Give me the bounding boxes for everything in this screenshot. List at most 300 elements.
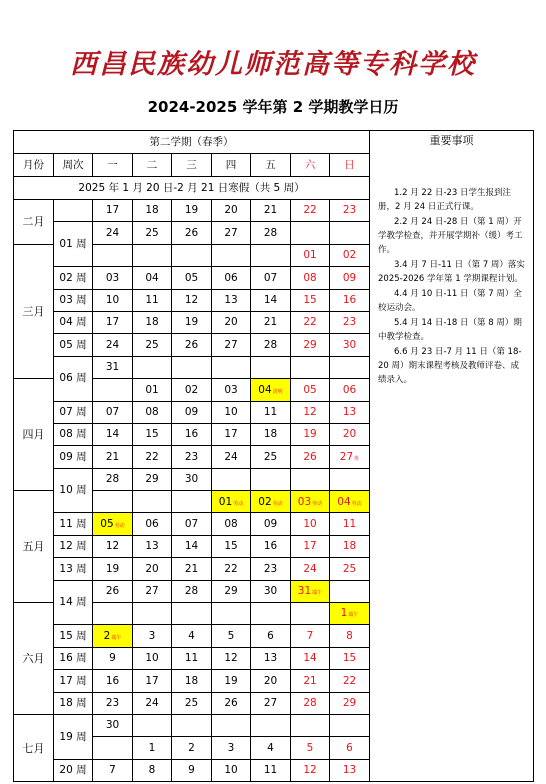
week-label: 14 周 xyxy=(54,580,93,625)
day-number: 27 xyxy=(224,226,238,239)
week-label: 12 周 xyxy=(54,535,93,557)
day-number: 04 xyxy=(337,495,351,508)
day-cell xyxy=(172,446,212,468)
school-name: 西昌民族幼儿师范高等专科学校 xyxy=(70,49,476,80)
day-cell xyxy=(330,759,370,781)
day-cell xyxy=(212,692,251,714)
day-number: 01 xyxy=(218,495,233,508)
day-note: 劳动 xyxy=(233,500,244,507)
day-number: 15 xyxy=(303,294,317,306)
day-cell xyxy=(291,200,330,222)
day-number: 12 xyxy=(105,540,120,553)
day-cell xyxy=(251,379,291,401)
day-number: 23 xyxy=(263,562,278,575)
day-note: 班 xyxy=(354,455,360,462)
day-number: 27 xyxy=(263,697,278,710)
day-cell xyxy=(133,491,172,513)
day-number: 08 xyxy=(224,517,238,530)
day-number: 06 xyxy=(145,517,159,530)
day-number: 25 xyxy=(263,450,278,463)
day-cell xyxy=(133,356,172,378)
winter-break-label: 2025 年 1 月 20 日-2 月 21 日寒假（共 5 周） xyxy=(14,177,370,200)
day-number: 08 xyxy=(145,405,159,418)
day-cell xyxy=(291,267,330,289)
day-cell xyxy=(251,714,291,736)
day-cell xyxy=(330,580,370,602)
day-cell xyxy=(251,513,291,535)
day-number: 13 xyxy=(263,652,278,665)
day-cell xyxy=(93,356,133,378)
day-cell xyxy=(212,580,251,602)
day-number: 6 xyxy=(267,629,274,642)
day-cell xyxy=(291,580,330,602)
day-cell xyxy=(93,513,133,535)
day-cell xyxy=(212,200,251,222)
day-cell xyxy=(251,311,291,333)
day-number: 08 xyxy=(303,271,317,284)
day-number: 12 xyxy=(303,764,317,777)
day-cell xyxy=(93,446,133,468)
day-cell xyxy=(172,647,212,669)
day-cell xyxy=(330,558,370,580)
day-cell xyxy=(172,737,212,759)
day-cell xyxy=(291,692,330,714)
day-number: 14 xyxy=(105,428,120,441)
notes-title: 重要事项 xyxy=(429,134,474,147)
day-cell xyxy=(251,334,291,356)
day-cell xyxy=(212,625,251,647)
day-number: 19 xyxy=(105,562,120,575)
day-cell xyxy=(133,625,172,647)
teaching-calendar-table xyxy=(13,130,534,782)
day-number: 28 xyxy=(263,338,278,351)
day-cell xyxy=(93,759,133,781)
day-cell xyxy=(93,244,133,266)
day-cell xyxy=(212,356,251,378)
day-number: 13 xyxy=(224,294,238,306)
month-label: 二月 xyxy=(14,200,54,245)
day-cell xyxy=(291,244,330,266)
day-number: 01 xyxy=(145,383,159,396)
day-number: 07 xyxy=(184,517,199,530)
day-number: 19 xyxy=(224,674,238,687)
day-cell xyxy=(330,289,370,311)
day-number: 09 xyxy=(263,517,278,530)
day-cell xyxy=(330,423,370,445)
day-cell xyxy=(133,468,172,490)
day-number: 20 xyxy=(145,562,159,575)
day-cell xyxy=(330,737,370,759)
day-cell xyxy=(330,714,370,736)
day-number: 22 xyxy=(145,450,159,463)
day-number: 17 xyxy=(105,204,120,217)
day-cell xyxy=(291,625,330,647)
day-number: 17 xyxy=(224,428,238,441)
day-number: 29 xyxy=(224,585,238,598)
day-number: 27 xyxy=(145,585,159,598)
day-cell xyxy=(172,535,212,557)
day-cell xyxy=(93,714,133,736)
day-cell xyxy=(330,535,370,557)
day-number: 16 xyxy=(184,428,199,441)
day-number: 06 xyxy=(224,271,238,284)
day-cell xyxy=(291,647,330,669)
day-cell xyxy=(251,580,291,602)
day-number: 11 xyxy=(342,517,357,530)
day-number: 17 xyxy=(145,674,159,687)
day-number: 2 xyxy=(188,741,195,754)
month-label: 三月 xyxy=(14,244,54,378)
day-number: 17 xyxy=(105,316,120,329)
day-number: 07 xyxy=(263,271,278,284)
day-number: 29 xyxy=(145,473,159,486)
day-number: 20 xyxy=(224,316,238,329)
month-header: 月份 xyxy=(14,154,54,177)
day-note: 劳动 xyxy=(312,500,323,507)
day-cell xyxy=(93,558,133,580)
day-number: 1 xyxy=(148,741,156,754)
day-cell xyxy=(133,311,172,333)
day-number: 28 xyxy=(263,226,278,239)
day-cell xyxy=(291,759,330,781)
note-item: 5.4 月 14 日-18 日（第 8 周）期中教学检查。 xyxy=(378,318,522,343)
day-cell xyxy=(172,670,212,692)
day-cell xyxy=(291,222,330,244)
day-cell xyxy=(93,580,133,602)
day-cell xyxy=(133,244,172,266)
day-cell xyxy=(330,491,370,513)
day-cell xyxy=(93,535,133,557)
week-label: 07 周 xyxy=(54,401,93,423)
day-number: 14 xyxy=(303,652,317,665)
day-cell xyxy=(330,446,370,468)
day-cell xyxy=(172,401,212,423)
day-cell xyxy=(212,311,251,333)
day-number: 29 xyxy=(303,338,317,351)
day-cell xyxy=(172,244,212,266)
day-cell xyxy=(133,714,172,736)
day-number: 5 xyxy=(306,741,314,754)
day-number: 10 xyxy=(145,652,159,665)
week-label: 09 周 xyxy=(54,446,93,468)
week-label: 15 周 xyxy=(54,625,93,647)
day-header-fri: 五 xyxy=(251,154,291,177)
day-number: 02 xyxy=(184,383,199,396)
day-number: 23 xyxy=(342,204,357,217)
day-cell xyxy=(251,200,291,222)
day-cell xyxy=(93,625,133,647)
day-number: 8 xyxy=(148,764,156,777)
day-cell xyxy=(133,692,172,714)
day-number: 25 xyxy=(342,562,357,575)
day-cell xyxy=(172,714,212,736)
day-number: 12 xyxy=(303,405,317,418)
month-label: 四月 xyxy=(14,379,54,491)
day-note: 端午 xyxy=(348,612,359,619)
day-cell xyxy=(330,267,370,289)
day-number: 22 xyxy=(342,674,357,687)
day-number: 7 xyxy=(306,629,314,642)
week-label xyxy=(54,200,93,222)
day-cell xyxy=(212,244,251,266)
day-number: 30 xyxy=(342,338,357,351)
day-cell xyxy=(93,603,133,625)
day-number: 12 xyxy=(184,294,199,306)
day-cell xyxy=(93,692,133,714)
day-cell xyxy=(291,289,330,311)
note-item: 3.4 月 7 日-11 日（第 7 周）落实 2025-2026 学年第 1 学期课程计划。 xyxy=(378,260,525,285)
day-number: 5 xyxy=(227,629,235,642)
day-number: 06 xyxy=(342,383,357,396)
day-cell xyxy=(251,558,291,580)
day-number: 9 xyxy=(188,764,195,777)
day-cell xyxy=(291,311,330,333)
day-cell xyxy=(133,401,172,423)
day-number: 10 xyxy=(224,405,238,418)
day-cell xyxy=(251,446,291,468)
day-number: 28 xyxy=(303,697,317,710)
day-cell xyxy=(172,558,212,580)
day-cell xyxy=(291,468,330,490)
day-cell xyxy=(251,423,291,445)
day-header-thu: 四 xyxy=(212,154,251,177)
day-cell xyxy=(291,446,330,468)
day-cell xyxy=(212,647,251,669)
week-label: 02 周 xyxy=(54,267,93,289)
day-cell xyxy=(251,222,291,244)
day-note: 劳动 xyxy=(272,500,283,507)
week-header: 周次 xyxy=(54,154,93,177)
day-cell xyxy=(172,356,212,378)
day-number: 29 xyxy=(342,697,357,710)
day-number: 25 xyxy=(184,697,199,710)
day-cell xyxy=(93,647,133,669)
day-cell xyxy=(251,692,291,714)
day-cell xyxy=(212,558,251,580)
day-cell xyxy=(93,468,133,490)
day-number: 11 xyxy=(145,294,159,306)
day-cell xyxy=(93,401,133,423)
day-cell xyxy=(212,603,251,625)
day-cell xyxy=(133,513,172,535)
day-cell xyxy=(133,423,172,445)
day-cell xyxy=(251,244,291,266)
day-cell xyxy=(291,356,330,378)
day-header-sun: 日 xyxy=(330,154,370,177)
day-number: 03 xyxy=(297,495,312,508)
day-cell xyxy=(133,289,172,311)
day-cell xyxy=(172,513,212,535)
day-number: 20 xyxy=(342,428,357,441)
day-cell xyxy=(251,737,291,759)
day-cell xyxy=(212,423,251,445)
day-cell xyxy=(330,603,370,625)
day-cell xyxy=(212,759,251,781)
day-number: 21 xyxy=(184,562,199,575)
day-cell xyxy=(330,356,370,378)
day-number: 31 xyxy=(105,361,120,374)
day-cell xyxy=(172,491,212,513)
day-number: 22 xyxy=(303,204,317,217)
day-number: 18 xyxy=(342,540,357,553)
day-cell xyxy=(330,513,370,535)
day-cell xyxy=(93,491,133,513)
day-number: 15 xyxy=(145,428,159,441)
day-cell xyxy=(291,737,330,759)
day-number: 04 xyxy=(145,271,159,284)
week-label: 20 周 xyxy=(54,759,93,781)
notes-panel xyxy=(370,131,534,782)
day-cell xyxy=(133,737,172,759)
day-cell xyxy=(291,401,330,423)
week-label: 03 周 xyxy=(54,289,93,311)
day-cell xyxy=(212,289,251,311)
day-number: 26 xyxy=(224,697,238,710)
day-number: 18 xyxy=(263,428,278,441)
day-number: 4 xyxy=(267,741,274,754)
day-number: 28 xyxy=(184,585,199,598)
day-number: 20 xyxy=(263,674,278,687)
day-cell xyxy=(133,759,172,781)
day-cell xyxy=(172,379,212,401)
day-number: 23 xyxy=(342,316,357,329)
week-label: 06 周 xyxy=(54,356,93,401)
day-cell xyxy=(330,222,370,244)
day-number: 10 xyxy=(105,294,120,306)
day-cell xyxy=(172,580,212,602)
day-cell xyxy=(133,334,172,356)
day-cell xyxy=(172,334,212,356)
day-number: 15 xyxy=(342,652,357,665)
day-number: 03 xyxy=(224,383,238,396)
day-cell xyxy=(291,670,330,692)
day-cell xyxy=(212,379,251,401)
day-cell xyxy=(251,759,291,781)
day-cell xyxy=(133,670,172,692)
semester-label: 第二学期（春季） xyxy=(14,131,370,154)
day-cell xyxy=(133,379,172,401)
week-label: 18 周 xyxy=(54,692,93,714)
day-cell xyxy=(212,222,251,244)
day-number: 19 xyxy=(184,204,199,217)
month-label: 五月 xyxy=(14,491,54,603)
day-number: 21 xyxy=(303,674,317,687)
day-cell xyxy=(93,222,133,244)
day-number: 07 xyxy=(105,405,120,418)
day-cell xyxy=(172,311,212,333)
day-number: 18 xyxy=(145,204,159,217)
day-number: 11 xyxy=(263,764,278,777)
day-cell xyxy=(133,267,172,289)
day-cell xyxy=(251,625,291,647)
day-header-mon: 一 xyxy=(93,154,133,177)
day-cell xyxy=(133,558,172,580)
day-cell xyxy=(172,603,212,625)
day-cell xyxy=(251,468,291,490)
day-cell xyxy=(172,423,212,445)
week-label: 11 周 xyxy=(54,513,93,535)
day-number: 1 xyxy=(340,607,348,620)
day-number: 27 xyxy=(339,450,354,463)
semester-row xyxy=(14,131,534,154)
day-note: 劳动 xyxy=(114,522,125,529)
day-cell xyxy=(291,558,330,580)
day-cell xyxy=(93,267,133,289)
day-cell xyxy=(291,535,330,557)
day-number: 4 xyxy=(188,629,195,642)
day-cell xyxy=(330,692,370,714)
day-number: 24 xyxy=(145,697,159,710)
week-label: 19 周 xyxy=(54,714,93,759)
day-cell xyxy=(172,267,212,289)
day-number: 14 xyxy=(184,540,199,553)
day-number: 13 xyxy=(145,540,159,553)
day-number: 24 xyxy=(105,226,120,239)
day-cell xyxy=(291,714,330,736)
day-number: 26 xyxy=(184,226,199,239)
day-number: 31 xyxy=(297,585,312,598)
day-cell xyxy=(93,200,133,222)
day-number: 3 xyxy=(148,629,156,642)
day-number: 11 xyxy=(263,405,278,418)
day-number: 21 xyxy=(263,204,278,217)
day-cell xyxy=(330,468,370,490)
day-cell xyxy=(251,603,291,625)
week-label: 17 周 xyxy=(54,670,93,692)
note-item: 1.2 月 22 日-23 日学生报到注册，2 月 24 日正式行课。 xyxy=(378,188,512,213)
day-number: 23 xyxy=(105,697,120,710)
day-number: 24 xyxy=(105,338,120,351)
note-item: 4.4 月 10 日-11 日（第 7 周）全校运动会。 xyxy=(378,289,522,314)
day-number: 10 xyxy=(303,517,317,530)
day-number: 27 xyxy=(224,338,238,351)
day-number: 13 xyxy=(342,405,357,418)
day-number: 02 xyxy=(342,249,357,262)
day-number: 9 xyxy=(109,652,116,665)
day-cell xyxy=(212,535,251,557)
day-number: 26 xyxy=(184,338,199,351)
day-cell xyxy=(330,625,370,647)
day-cell xyxy=(133,446,172,468)
day-number: 16 xyxy=(105,674,120,687)
day-cell xyxy=(251,670,291,692)
note-item: 2.2 月 24 日-28 日（第 1 周）开学教学检查，并开展学期补（缓）考工作。 xyxy=(378,217,523,256)
day-cell xyxy=(133,222,172,244)
day-number: 22 xyxy=(303,316,317,329)
day-cell xyxy=(93,334,133,356)
day-cell xyxy=(330,311,370,333)
day-cell xyxy=(291,379,330,401)
day-cell xyxy=(93,737,133,759)
day-cell xyxy=(212,267,251,289)
week-label: 08 周 xyxy=(54,423,93,445)
day-cell xyxy=(172,289,212,311)
day-number: 6 xyxy=(346,741,353,754)
week-label: 16 周 xyxy=(54,647,93,669)
day-cell xyxy=(291,513,330,535)
day-number: 12 xyxy=(224,652,238,665)
month-label: 六月 xyxy=(14,603,54,715)
day-cell xyxy=(172,200,212,222)
day-note: 端午 xyxy=(312,590,323,597)
day-cell xyxy=(212,446,251,468)
day-cell xyxy=(212,334,251,356)
day-cell xyxy=(172,759,212,781)
day-number: 8 xyxy=(346,629,353,642)
day-number: 13 xyxy=(342,764,357,777)
day-cell xyxy=(251,267,291,289)
day-cell xyxy=(212,468,251,490)
